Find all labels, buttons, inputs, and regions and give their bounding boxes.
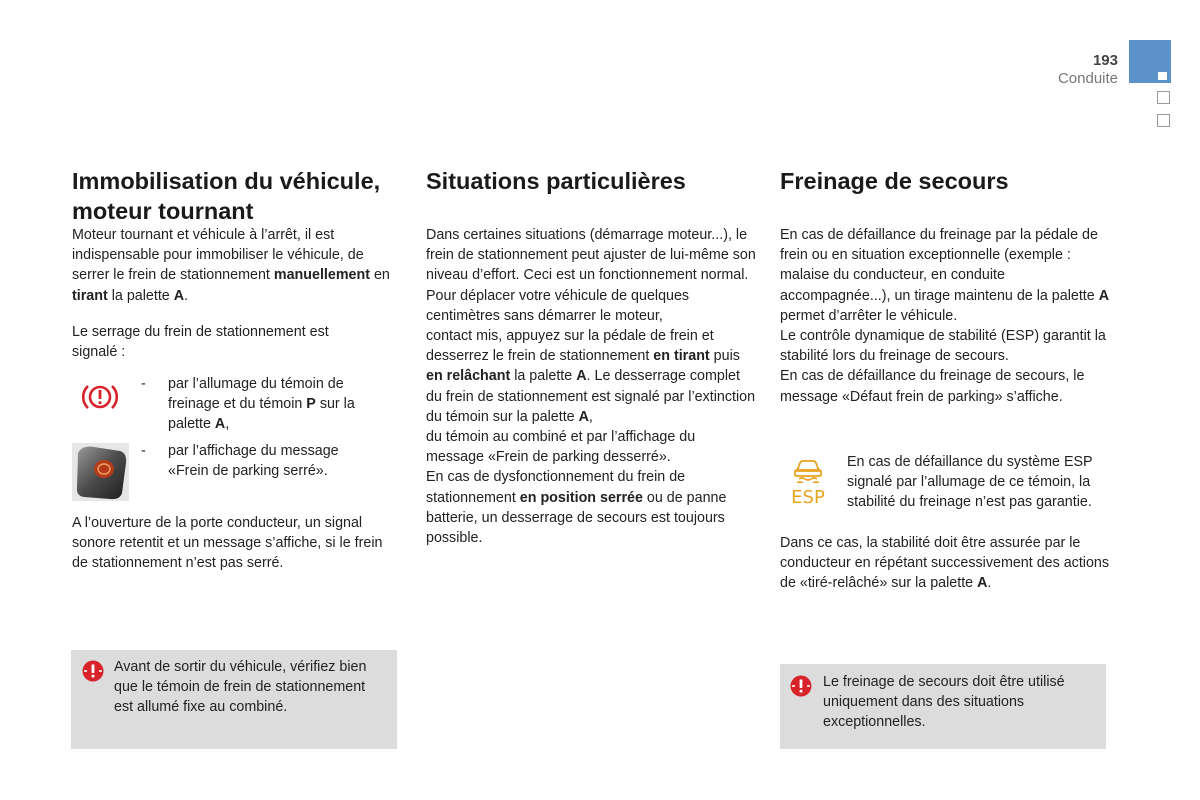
parking-paddle-icon (72, 443, 129, 501)
section-tab-box (1157, 114, 1170, 127)
text-bold: A (173, 287, 185, 304)
col1-title-line2: moteur tournant (72, 198, 254, 224)
warning-icon (82, 660, 104, 687)
text: par l’allumage du témoin de freinage et du témoin (168, 376, 344, 413)
col1-bullet-2 (141, 441, 381, 481)
brake-warning-icon (80, 380, 120, 414)
text: , (225, 416, 230, 433)
col2-title: Situations particulières (426, 168, 686, 194)
text-bold: en relâchant (426, 368, 511, 385)
col3-note-text: Le freinage de secours doit être utilisé uniquement dans des situations exceptionnelles. (823, 674, 1065, 731)
text: En cas de défaillance du freinage par la pédale de frein ou en situation exceptionnelle (exemple : malaise du conducteur, en conduite accompagnée...), un tirage maintenu de la palette (780, 227, 1099, 304)
col3-heading (780, 166, 1110, 196)
text-bold: A (977, 575, 988, 592)
text: Dans ce cas, la stabilité doit être assurée par le conducteur en répétant successivement des actions de «tiré-relâché» sur la palette (780, 535, 1110, 592)
col1-heading (72, 166, 412, 226)
section-tab-box (1157, 91, 1170, 104)
text: Le contrôle dynamique de stabilité (ESP) garantit la stabilité lors du freinage de secours. (780, 328, 1106, 365)
text: contact mis, appuyez sur la pédale de frein et desserrez le frein de stationnement (426, 328, 714, 365)
text: par l’affichage du message «Frein de parking serré». (168, 443, 339, 480)
esp-icon (787, 457, 829, 513)
text: En cas de défaillance du freinage de secours, le message «Défaut frein de parking» s’affiche. (780, 368, 1085, 405)
text: A l’ouverture de la porte conducteur, un signal sonore retentit et un message s’affiche, si le frein de stationnement n’est pas serré. (72, 515, 383, 572)
col3-title: Freinage de secours (780, 168, 1009, 194)
col2-body (426, 225, 756, 548)
col3-body-bottom (780, 533, 1110, 594)
text-bold: manuellement (273, 267, 370, 284)
text: Pour déplacer votre véhicule de quelques centimètres sans démarrer le moteur, (426, 287, 690, 324)
text: . (987, 575, 992, 592)
col3-esp-text (847, 452, 1107, 513)
col1-note-text: Avant de sortir du véhicule, vérifiez bien que le témoin de frein de stationnement est allumé fixe au combiné. (114, 659, 367, 716)
text-bold: en tirant (653, 348, 710, 365)
bullet-dash: - (141, 443, 146, 459)
col1-title-line1: Immobilisation du véhicule, (72, 168, 381, 194)
text-bold: tirant (72, 287, 108, 304)
section-title: Conduite (1057, 70, 1118, 87)
text: Le serrage du frein de stationnement est signalé : (72, 324, 329, 361)
text-bold: P (306, 396, 316, 413)
text: permet d’arrêter le véhicule. (780, 307, 958, 324)
col1-paragraph-1 (72, 225, 402, 306)
text: Moteur tournant et véhicule à l’arrêt, il est indispensable pour immobiliser le véhicule, de serrer le frein de stationnement (72, 227, 364, 284)
text-bold: A (214, 416, 226, 433)
text-bold: A (576, 368, 587, 385)
text: sur la palette (168, 396, 355, 433)
col2-heading (426, 166, 756, 196)
text: la palette (107, 287, 174, 304)
text: . Le desserrage complet du frein de stationnement est signalé par l’extinction du témoin sur la palette (426, 368, 756, 425)
page-number: 193 (1092, 52, 1118, 69)
col1-bullet-1 (141, 374, 381, 435)
section-tab-marker (1158, 72, 1167, 80)
text: , (588, 408, 593, 425)
text: Dans certaines situations (démarrage moteur...), le frein de stationnement peut ajuster de lui-même son niveau d’effort. Ceci est un fonctionnement normal. (426, 227, 756, 284)
warning-icon (790, 675, 812, 702)
text: puis (709, 348, 740, 365)
text: ou de panne batterie, un desserrage de secours est toujours possible. (426, 489, 727, 547)
text: . (184, 287, 189, 304)
text-bold: en position serrée (519, 489, 643, 506)
col3-note-box (780, 664, 1106, 749)
col3-body-top (780, 225, 1110, 407)
text-bold: A (1098, 287, 1110, 304)
bullet-dash: - (141, 376, 146, 392)
text: En cas de défaillance du système ESP signalé par l’allumage de ce témoin, la stabilité du freinage n’est pas garantie. (847, 454, 1093, 511)
esp-label: ESP (791, 487, 825, 508)
text: En cas de dysfonctionnement du frein de stationnement (426, 469, 686, 506)
col1-paragraph-2 (72, 322, 372, 362)
col1-note-box (71, 650, 397, 749)
text: en (370, 267, 390, 284)
text: du témoin au combiné et par l’affichage du message «Frein de parking desserré». (426, 429, 696, 466)
text: la palette (510, 368, 577, 385)
text-bold: A (578, 408, 589, 425)
col1-paragraph-3 (72, 513, 392, 574)
